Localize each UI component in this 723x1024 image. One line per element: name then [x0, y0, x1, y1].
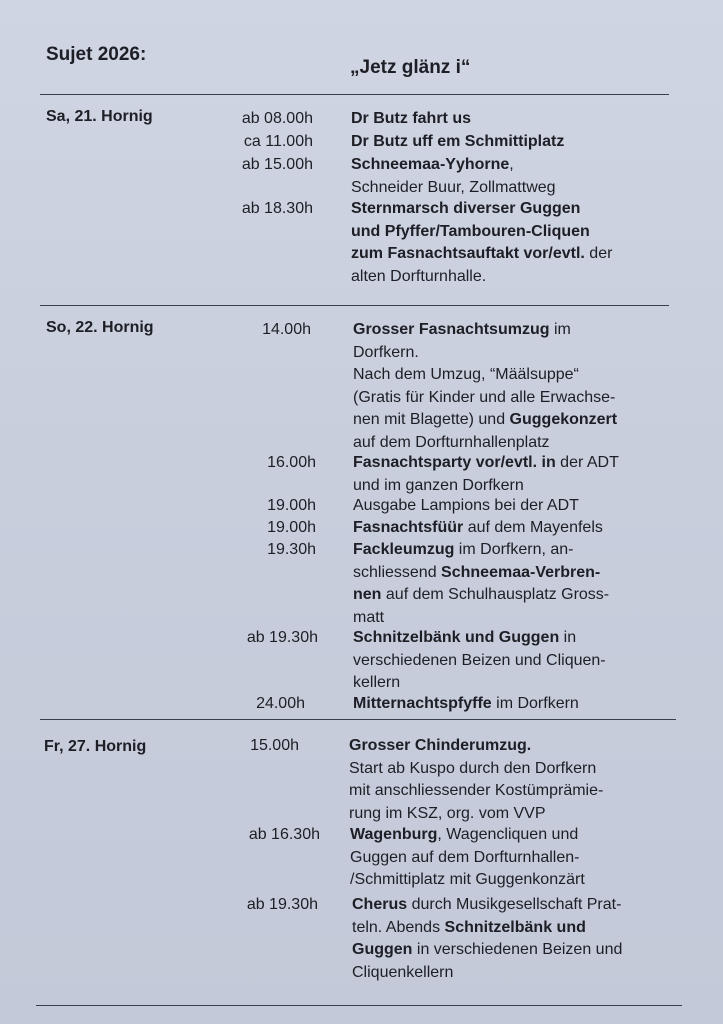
highlight-text: Dr Butz fahrt us [351, 110, 471, 127]
highlight-text: Schnitzelbänk und [444, 918, 586, 936]
event-time: 19.00h [267, 519, 316, 536]
description-line [351, 198, 612, 221]
text-segment: teln. Abends [352, 918, 445, 936]
description-line [351, 266, 612, 289]
description-line [353, 452, 619, 475]
event-description [353, 495, 579, 518]
description-line [353, 432, 617, 455]
description-line [353, 562, 609, 585]
event-description [353, 517, 603, 540]
description-line [353, 672, 606, 695]
highlight-text: Schnitzelbänk und Guggen [353, 629, 560, 646]
text-segment: rung im KSZ, org. vom VVP [349, 804, 546, 822]
description-line [353, 495, 579, 518]
text-segment: durch Musikgesellschaft Prat- [407, 896, 622, 913]
event-description [351, 198, 612, 288]
text-segment: Nach dem Umzug, “Määlsuppe“ [353, 366, 579, 383]
text-segment: der ADT [555, 454, 619, 471]
event-time: ab 19.30h [246, 629, 318, 646]
description-line [349, 735, 603, 758]
description-line [350, 824, 585, 847]
description-line [351, 131, 564, 154]
event-description [353, 627, 606, 695]
day-heading: So, 22. Hornig [46, 319, 154, 336]
text-segment: auf dem Schulhausplatz Gross- [381, 586, 610, 603]
text-segment: im Dorfkern [491, 695, 579, 712]
event-time: 19.00h [267, 497, 316, 514]
divider [40, 719, 676, 720]
highlight-text: Schneemaa-Yyhorne [351, 156, 510, 173]
text-segment: auf dem Dorfturnhallenplatz [353, 433, 550, 451]
event-time: ab 19.30h [246, 896, 318, 913]
highlight-text: Guggen [352, 941, 413, 958]
description-line [353, 319, 617, 342]
day-heading: Fr, 27. Hornig [44, 738, 147, 755]
description-line [353, 409, 617, 432]
text-segment: und im ganzen Dorfkern [353, 476, 524, 494]
highlight-text: Fasnachtsparty vor/evtl. in [353, 454, 556, 471]
description-line [352, 917, 622, 940]
description-line [353, 539, 609, 562]
text-segment: der [584, 245, 613, 262]
text-segment: /Schmittiplatz mit Guggenkonzärt [350, 871, 585, 888]
event-description [353, 539, 609, 629]
text-segment: verschiedenen Beizen und Cliquen- [353, 651, 606, 669]
description-line [352, 939, 622, 962]
highlight-text: Fackleumzug [353, 541, 455, 558]
text-segment: im Dorfkern, an- [454, 541, 574, 558]
event-description [353, 693, 579, 716]
description-line [350, 847, 585, 870]
description-line [351, 177, 556, 200]
description-line [351, 243, 612, 266]
text-segment: matt [353, 608, 385, 626]
description-line [353, 364, 617, 387]
event-description [352, 894, 622, 984]
text-segment: Guggen auf dem Dorfturnhallen- [350, 848, 580, 866]
description-line [353, 650, 606, 673]
description-line [351, 221, 612, 244]
event-description [353, 452, 619, 497]
description-line [349, 758, 603, 781]
sujet-motto: „Jetz glänz i“ [350, 57, 471, 78]
description-line [352, 962, 622, 985]
event-description [351, 108, 471, 131]
text-segment: Schneider Buur, Zollmattweg [351, 178, 556, 196]
highlight-text: Cherus [352, 896, 408, 913]
event-description [351, 154, 556, 199]
text-segment: schliessend [353, 563, 442, 581]
highlight-text: Schneemaa-Verbren- [441, 563, 601, 581]
event-time: ab 18.30h [241, 200, 313, 217]
event-description [349, 735, 603, 825]
highlight-text: Wagenburg [350, 826, 438, 843]
description-line [353, 475, 619, 498]
description-line [350, 869, 585, 892]
text-segment: , Wagencliquen und [437, 826, 579, 843]
highlight-text: zum Fasnachtsauftakt vor/evtl. [351, 245, 585, 262]
description-line [353, 387, 617, 410]
sujet-label: Sujet 2026: [46, 44, 147, 65]
event-time: ab 15.00h [241, 156, 313, 173]
description-line [353, 342, 617, 365]
event-time: ab 08.00h [241, 110, 313, 127]
event-time: ab 16.30h [248, 826, 320, 843]
description-line [353, 584, 609, 607]
description-line [352, 894, 622, 917]
event-time: ca 11.00h [243, 133, 313, 150]
text-segment: mit anschliessender Kostümprämie- [349, 782, 604, 799]
highlight-text: Sternmarsch diverser Guggen [351, 200, 581, 217]
text-segment: , [509, 156, 514, 173]
text-segment: (Gratis für Kinder und alle Erwachse- [353, 388, 616, 406]
highlight-text: Dr Butz uff em Schmittiplatz [351, 133, 565, 150]
divider [40, 305, 669, 306]
divider [40, 94, 669, 95]
text-segment: im [549, 321, 571, 338]
highlight-text: Fasnachtsfüür [353, 519, 464, 536]
description-line [353, 693, 579, 716]
highlight-text: Guggekonzert [509, 411, 618, 428]
description-line [353, 517, 603, 540]
highlight-text: Grosser Chinderumzug. [349, 737, 532, 754]
text-segment: kellern [353, 674, 401, 691]
text-segment: alten Dorfturnhalle. [351, 267, 487, 285]
event-time: 14.00h [262, 321, 311, 338]
text-segment: Start ab Kuspo durch den Dorfkern [349, 759, 597, 777]
highlight-text: Grosser Fasnachtsumzug [353, 321, 550, 338]
event-description [353, 319, 617, 454]
description-line [351, 154, 556, 177]
text-segment: in [559, 629, 577, 646]
text-segment: auf dem Mayenfels [463, 519, 603, 536]
text-segment: in verschiedenen Beizen und [412, 941, 623, 958]
divider [36, 1005, 682, 1006]
description-line [353, 627, 606, 650]
description-line [349, 803, 603, 826]
text-segment: Cliquenkellern [352, 963, 454, 981]
highlight-text: und Pfyffer/Tambouren-Cliquen [351, 222, 590, 240]
event-time: 16.00h [267, 454, 316, 471]
highlight-text: Mitternachtspfyffe [353, 695, 492, 712]
description-line [349, 780, 603, 803]
text-segment: nen mit Blagette) und [353, 411, 510, 428]
day-heading: Sa, 21. Hornig [46, 108, 153, 125]
text-segment: Dorfkern. [353, 343, 419, 361]
event-time: 19.30h [267, 541, 316, 558]
event-time: 24.00h [256, 695, 305, 712]
description-line [351, 108, 471, 131]
event-description [350, 824, 585, 892]
text-segment: Ausgabe Lampions bei der ADT [353, 497, 579, 514]
highlight-text: nen [353, 586, 382, 603]
description-line [353, 607, 609, 630]
event-description [351, 131, 564, 154]
event-time: 15.00h [250, 737, 299, 754]
